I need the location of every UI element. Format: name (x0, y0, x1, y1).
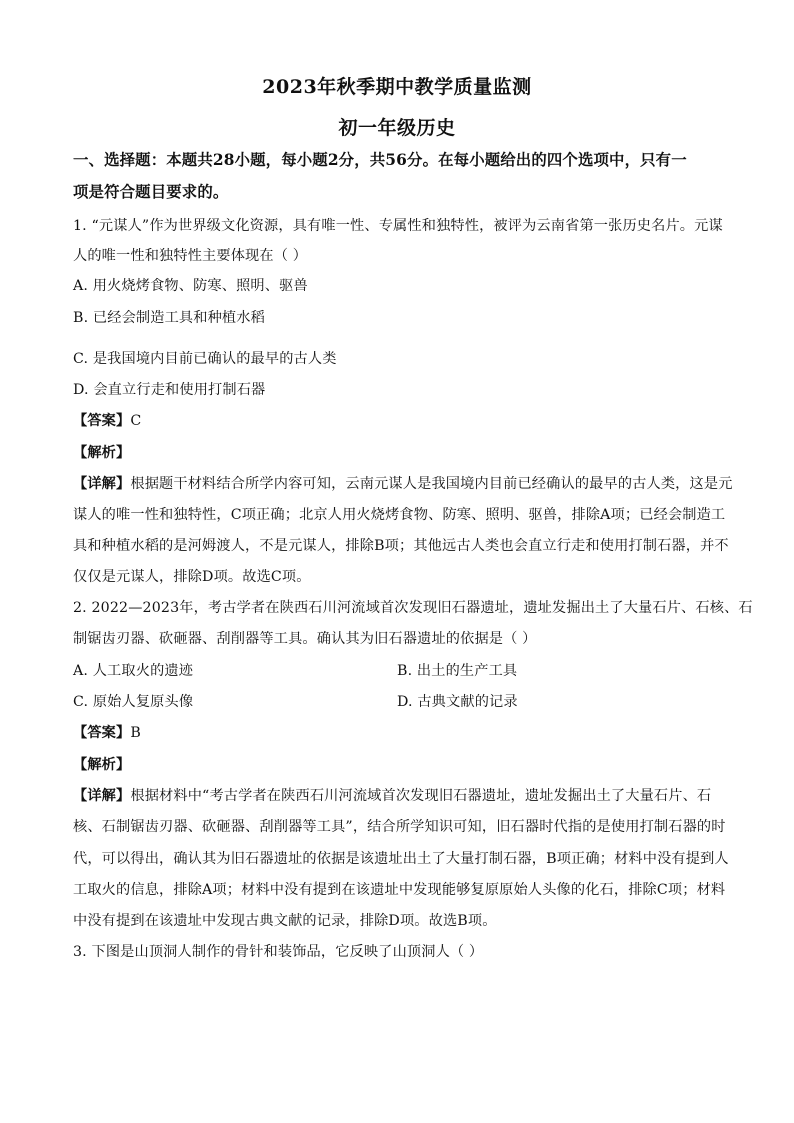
q2-detail-line4: 工取火的信息，排除A项；材料中没有提到在该遗址中发现能够复原原始人头像的化石，排除C项；材料 (73, 882, 726, 898)
q2-detail-line1 (73, 785, 728, 805)
q2-detail-tag: 【详解】 (73, 788, 131, 804)
q2-detail-line5: 中没有提到在该遗址中发现古典文献的记录，排除D项。故选B项。 (73, 913, 497, 929)
q2-analysis-tag: 【解析】 (73, 757, 131, 773)
q2-answer-tag: 【答案】 (73, 725, 131, 741)
q2-stem-line1: 2. 2022—2023年，考古学者在陕西石川河流域首次发现旧石器遗址，遗址发掘出土了大量石片、石核、石 (73, 600, 753, 616)
q1-answer-tag: 【答案】 (73, 413, 131, 429)
q2-answer-value: B (130, 725, 141, 741)
q1-detail-line2: 谋人的唯一性和独特性，C项正确；北京人用火烧烤食物、防寒、照明、驱兽，排除A项；已经会制造工 (73, 507, 726, 523)
page-subtitle: 初一年级历史 (338, 117, 456, 139)
q2-detail-line2: 核、石制锯齿刃器、砍砸器、刮削器等工具”，结合所学知识可知，旧石器时代指的是使用打制石器的时 (73, 819, 726, 835)
q1-stem-line2: 人的唯一性和独特性主要体现在（ ） (73, 248, 308, 264)
q1-option-c: C. 是我国境内目前已确认的最早的古人类 (73, 351, 337, 367)
q1-detail-tag: 【详解】 (73, 476, 131, 492)
q1-option-b: B. 已经会制造工具和种植水稻 (73, 310, 265, 326)
page-title: 2023年秋季期中教学质量监测 (262, 76, 532, 98)
q2-detail-line3: 代，可以得出，确认其为旧石器遗址的依据是该遗址出土了大量打制石器，B项正确；材料中没有提到人 (73, 851, 729, 867)
q2-option-b: B. 出土的生产工具 (397, 663, 518, 679)
q3-stem-line1: 3. 下图是山顶洞人制作的骨针和装饰品，它反映了山顶洞人（ ） (73, 944, 484, 960)
q2-option-d: D. 古典文献的记录 (397, 694, 518, 710)
q2-answer (73, 722, 728, 742)
q1-detail-line4: 仅仅是元谋人，排除D项。故选C项。 (73, 569, 311, 585)
q1-detail-text1: 根据题干材料结合所学内容可知，云南元谋人是我国境内目前已经确认的最早的古人类，这是元 (130, 476, 733, 492)
q1-option-a: A. 用火烧烤食物、防寒、照明、驱兽 (73, 278, 308, 294)
q1-answer (73, 410, 728, 430)
q2-option-c: C. 原始人复原头像 (73, 694, 194, 710)
q1-detail-line1 (73, 473, 733, 493)
q1-analysis-tag: 【解析】 (73, 445, 131, 461)
section-heading-line1: 一、选择题：本题共28小题，每小题2分，共56分。在每小题给出的四个选项中，只有一 (73, 151, 687, 169)
q1-answer-value: C (130, 413, 142, 429)
q2-option-a: A. 人工取火的遗迹 (73, 663, 194, 679)
q2-stem-line2: 制锯齿刃器、砍砸器、刮削器等工具。确认其为旧石器遗址的依据是（ ） (73, 631, 537, 647)
q1-detail-line3: 具和种植水稻的是河姆渡人，不是元谋人，排除B项；其他远古人类也会直立行走和使用打制石器，并不 (73, 538, 729, 554)
section-heading-line2: 项是符合题目要求的。 (73, 183, 229, 201)
q1-option-d: D. 会直立行走和使用打制石器 (73, 382, 266, 398)
q1-stem-line1: 1. “元谋人”作为世界级文化资源，具有唯一性、专属性和独特性，被评为云南省第一张历史名片。元谋 (73, 218, 723, 234)
q2-detail-text1: 根据材料中“考古学者在陕西石川河流域首次发现旧石器遗址，遗址发掘出土了大量石片、石 (130, 788, 712, 804)
